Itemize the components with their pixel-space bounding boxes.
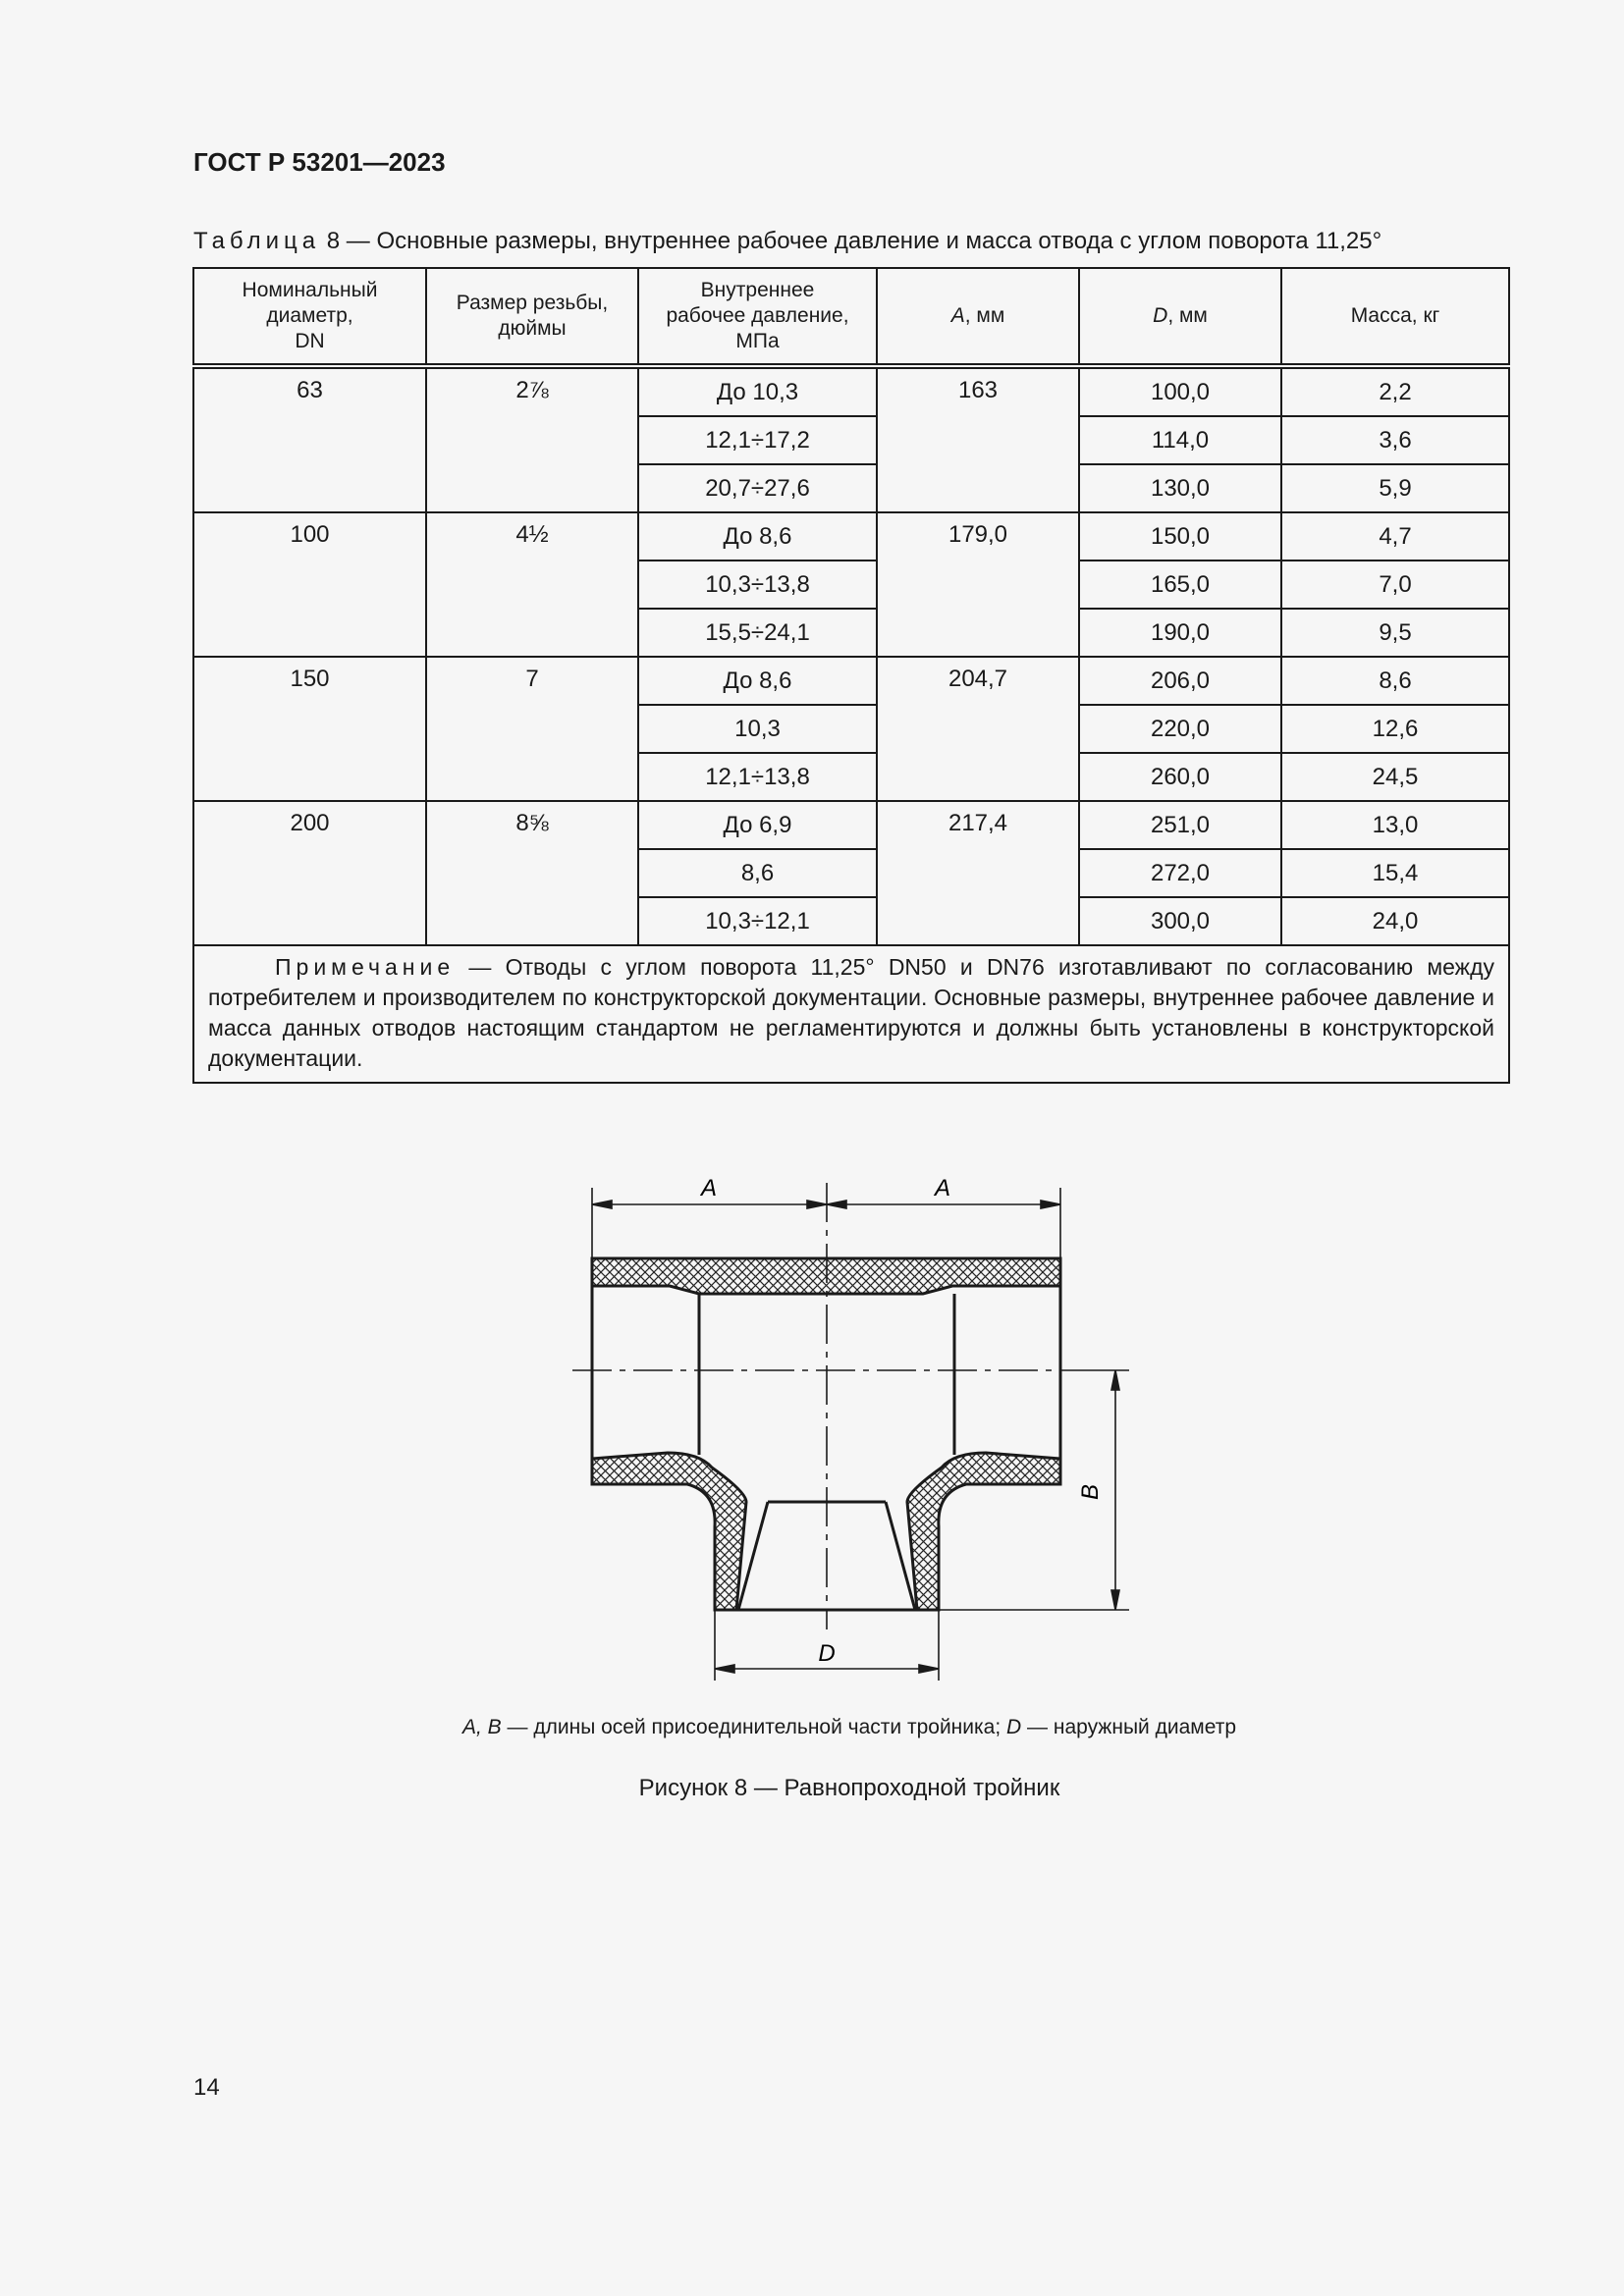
cell-thread: 4½ <box>426 512 638 657</box>
cell-d: 130,0 <box>1079 464 1281 512</box>
cell-thread: 8⅝ <box>426 801 638 945</box>
cell-mass: 2,2 <box>1281 366 1509 416</box>
table-note-row <box>193 945 1509 1083</box>
cell-pressure: До 8,6 <box>638 657 877 705</box>
cell-a: 179,0 <box>877 512 1079 657</box>
cell-pressure: 10,3÷13,8 <box>638 561 877 609</box>
cell-thread: 7 <box>426 657 638 801</box>
table-row <box>193 801 1509 849</box>
page-number: 14 <box>193 2074 220 2101</box>
cell-d: 165,0 <box>1079 561 1281 609</box>
table-caption <box>193 228 1381 255</box>
figure-caption: Рисунок 8 — Равнопроходной тройник <box>638 1775 1060 1801</box>
cell-thread: 2⅞ <box>426 366 638 512</box>
cell-d: 272,0 <box>1079 849 1281 897</box>
legend-mid: — длины осей присоединительной части тройника; <box>501 1716 1007 1738</box>
label-d: D <box>818 1640 836 1667</box>
center-lines <box>572 1183 1080 1629</box>
cell-dn: 200 <box>193 801 426 945</box>
cell-pressure: До 8,6 <box>638 512 877 561</box>
cell-mass: 7,0 <box>1281 561 1509 609</box>
right-lower-wall <box>907 1453 1060 1610</box>
cell-d: 300,0 <box>1079 897 1281 945</box>
document-header: ГОСТ Р 53201—2023 <box>193 147 446 177</box>
label-a-right: A <box>934 1175 951 1201</box>
cell-d: 190,0 <box>1079 609 1281 657</box>
header-d: D, мм <box>1079 268 1281 366</box>
table-caption-prefix: Таблица <box>193 228 321 254</box>
cell-pressure: 20,7÷27,6 <box>638 464 877 512</box>
table-note <box>193 945 1509 1083</box>
cell-d: 114,0 <box>1079 416 1281 464</box>
cell-mass: 9,5 <box>1281 609 1509 657</box>
cell-mass: 12,6 <box>1281 705 1509 753</box>
table-row <box>193 366 1509 416</box>
cell-dn: 100 <box>193 512 426 657</box>
table-row <box>193 512 1509 561</box>
tee-drawing <box>0 1168 1624 1718</box>
cell-pressure: 8,6 <box>638 849 877 897</box>
label-a-left: A <box>700 1175 718 1201</box>
legend-d: D <box>1006 1716 1022 1738</box>
dimensions-table <box>192 267 1510 1084</box>
cell-d: 100,0 <box>1079 366 1281 416</box>
cell-dn: 150 <box>193 657 426 801</box>
table-caption-text: 8 — Основные размеры, внутреннее рабочее давление и масса отвода с углом поворота 11,25° <box>326 228 1382 254</box>
figure-legend <box>0 1716 1624 1739</box>
cell-pressure: 12,1÷17,2 <box>638 416 877 464</box>
cell-pressure: 10,3÷12,1 <box>638 897 877 945</box>
header-a: A, мм <box>877 268 1079 366</box>
cell-pressure: 10,3 <box>638 705 877 753</box>
cell-d: 260,0 <box>1079 753 1281 801</box>
note-text: — Отводы с углом поворота 11,25° DN50 и DN76 изготавливают по согласованию между потребителем и производителем по конструкторской документации. Основные размеры, внутреннее рабочее давление и масса данных отводов настоящим стандартом не регламентируются и должны быть установлены в конструкторской документации. <box>208 954 1494 1071</box>
cell-mass: 8,6 <box>1281 657 1509 705</box>
header-mass: Масса, кг <box>1281 268 1509 366</box>
cell-d: 251,0 <box>1079 801 1281 849</box>
cell-pressure: 12,1÷13,8 <box>638 753 877 801</box>
table-header-row <box>193 268 1509 366</box>
cell-mass: 24,0 <box>1281 897 1509 945</box>
cell-a: 204,7 <box>877 657 1079 801</box>
cell-d: 206,0 <box>1079 657 1281 705</box>
table-row <box>193 657 1509 705</box>
cell-a: 163 <box>877 366 1079 512</box>
header-pressure: Внутреннее рабочее давление, МПа <box>638 268 877 366</box>
cell-mass: 4,7 <box>1281 512 1509 561</box>
header-dn: Номинальный диаметр, DN <box>193 268 426 366</box>
header-thread: Размер резьбы, дюймы <box>426 268 638 366</box>
cell-mass: 15,4 <box>1281 849 1509 897</box>
legend-end: — наружный диаметр <box>1021 1716 1236 1738</box>
cell-d: 150,0 <box>1079 512 1281 561</box>
note-lead: Примечание <box>275 954 456 980</box>
cell-a: 217,4 <box>877 801 1079 945</box>
cell-dn: 63 <box>193 366 426 512</box>
label-b: B <box>1077 1483 1104 1501</box>
cell-d: 220,0 <box>1079 705 1281 753</box>
legend-ab: A, B <box>462 1716 502 1738</box>
cell-mass: 13,0 <box>1281 801 1509 849</box>
cell-mass: 24,5 <box>1281 753 1509 801</box>
cell-mass: 5,9 <box>1281 464 1509 512</box>
cell-pressure: 15,5÷24,1 <box>638 609 877 657</box>
cell-pressure: До 6,9 <box>638 801 877 849</box>
cell-mass: 3,6 <box>1281 416 1509 464</box>
cell-pressure: До 10,3 <box>638 366 877 416</box>
left-lower-wall <box>592 1453 746 1610</box>
